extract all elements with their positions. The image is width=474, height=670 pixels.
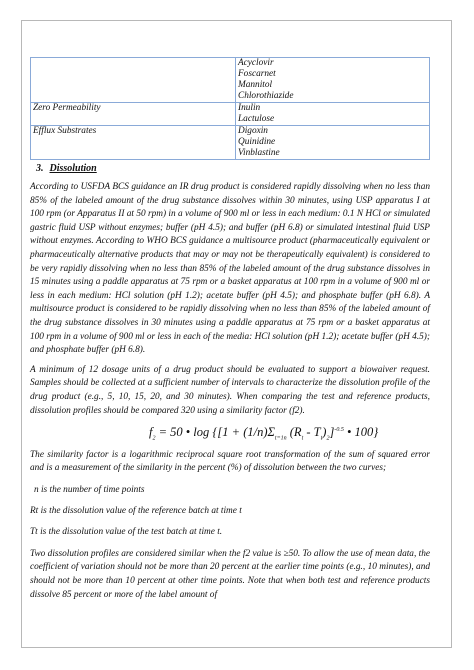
- drug-name: Inulin: [238, 103, 261, 113]
- drug-name: Foscarnet: [238, 69, 276, 79]
- page-content: [30, 57, 430, 602]
- similarity-factor-formula: $f_2 = 50$ • $\log \{[1 + (1/n)\Sigma_{t=1n}$ $(R_t - T_t)_2]^{-0.5}$ • 100}: [149, 425, 379, 442]
- table-cell-items: [236, 58, 430, 103]
- table-cell-items: [236, 126, 430, 160]
- section-title: Dissolution: [49, 163, 97, 174]
- definition-rt: Rt is the dissolution value of the reference batch at time t: [30, 505, 242, 516]
- definition-tt: Tt is the dissolution value of the test batch at time t.: [30, 526, 223, 537]
- paragraph-profile-similarity: Two dissolution profiles are considered similar when the f2 value is ≥50. To allow the use of mean data, the coefficient of variation should not be more than 20 percent at the earlier time points (e.g., 10 minutes), and should not be more than 10 percent at other time points. Note that when both test and reference products dissolve 85 percent or more of the label amount of: [30, 548, 430, 600]
- substance-table: [30, 57, 430, 160]
- section-heading: [36, 163, 430, 174]
- drug-name: Digoxin: [238, 126, 268, 136]
- drug-name: Lactulose: [238, 114, 275, 124]
- table-row: [31, 126, 430, 160]
- table-row: [31, 58, 430, 103]
- drug-name: Chlorothiazide: [238, 91, 294, 101]
- table-row: [31, 103, 430, 126]
- table-cell-category: [31, 58, 236, 103]
- drug-name: Vinblastine: [238, 148, 280, 158]
- paragraph-biowaiver-samples: A minimum of 12 dosage units of a drug product should be evaluated to support a biowaiver request. Samples should be collected at a sufficient number of intervals to characterize the dissolution profile of the drug product (e.g., 5, 10, 15, 20, and 30 minutes). When comparing the test and reference products, dissolution profiles should be compared 320 using a similarity factor (f2).: [30, 364, 430, 416]
- drug-name: Acyclovir: [238, 58, 274, 68]
- table-cell-items: [236, 103, 430, 126]
- table-cell-category: Zero Permeability: [31, 103, 236, 126]
- section-number: 3.: [36, 163, 44, 174]
- drug-name: Mannitol: [238, 80, 273, 90]
- table-cell-category: Efflux Substrates: [31, 126, 236, 160]
- paragraph-dissolution-criteria: According to USFDA BCS guidance an IR drug product is considered rapidly dissolving when no less than 85% of the labeled amount of the drug substance dissolves within 30 minutes, using USP apparatus I at 100 rpm (or Apparatus II at 50 rpm) in a volume of 900 ml or less in each medium: 0.1 N HCl or simulated gastric fluid USP without enzymes; buffer (pH 4.5); and buffer (pH 6.8) or simulated intestinal fluid USP without enzymes. According to WHO BCS guidance a multisource product (pharmaceutically equivalent or pharmaceutically alternative products that may or may not be therapeutically equivalent) is considered to be very rapidly dissolving when no less than 85% of the labeled amount of the drug substance dissolves in 15 minutes using a paddle apparatus at 75 rpm or a basket apparatus at 100 rpm in a volume of 900 ml or less in each medium: HCl solution (pH 1.2); acetate buffer (pH 4.5); and phosphate buffer (pH 6.8). A multisource product is considered to be rapidly dissolving when no less than 85% of the labeled amount of the drug substance dissolves in 30 minutes using a paddle apparatus at 75 rpm or a basket apparatus at 100 rpm in a volume of 900 ml or less in each of the media: HCl solution (pH 1.2); acetate buffer (pH 4.5); and phosphate buffer (pH 6.8).: [30, 182, 430, 356]
- drug-name: Quinidine: [238, 137, 276, 147]
- paragraph-similarity-factor: The similarity factor is a logarithmic reciprocal square root transformation of the sum of squared error and is a measurement of the similarity in the percent (%) of dissolution between the two curves;: [30, 449, 430, 474]
- definition-n: n is the number of time points: [34, 484, 145, 495]
